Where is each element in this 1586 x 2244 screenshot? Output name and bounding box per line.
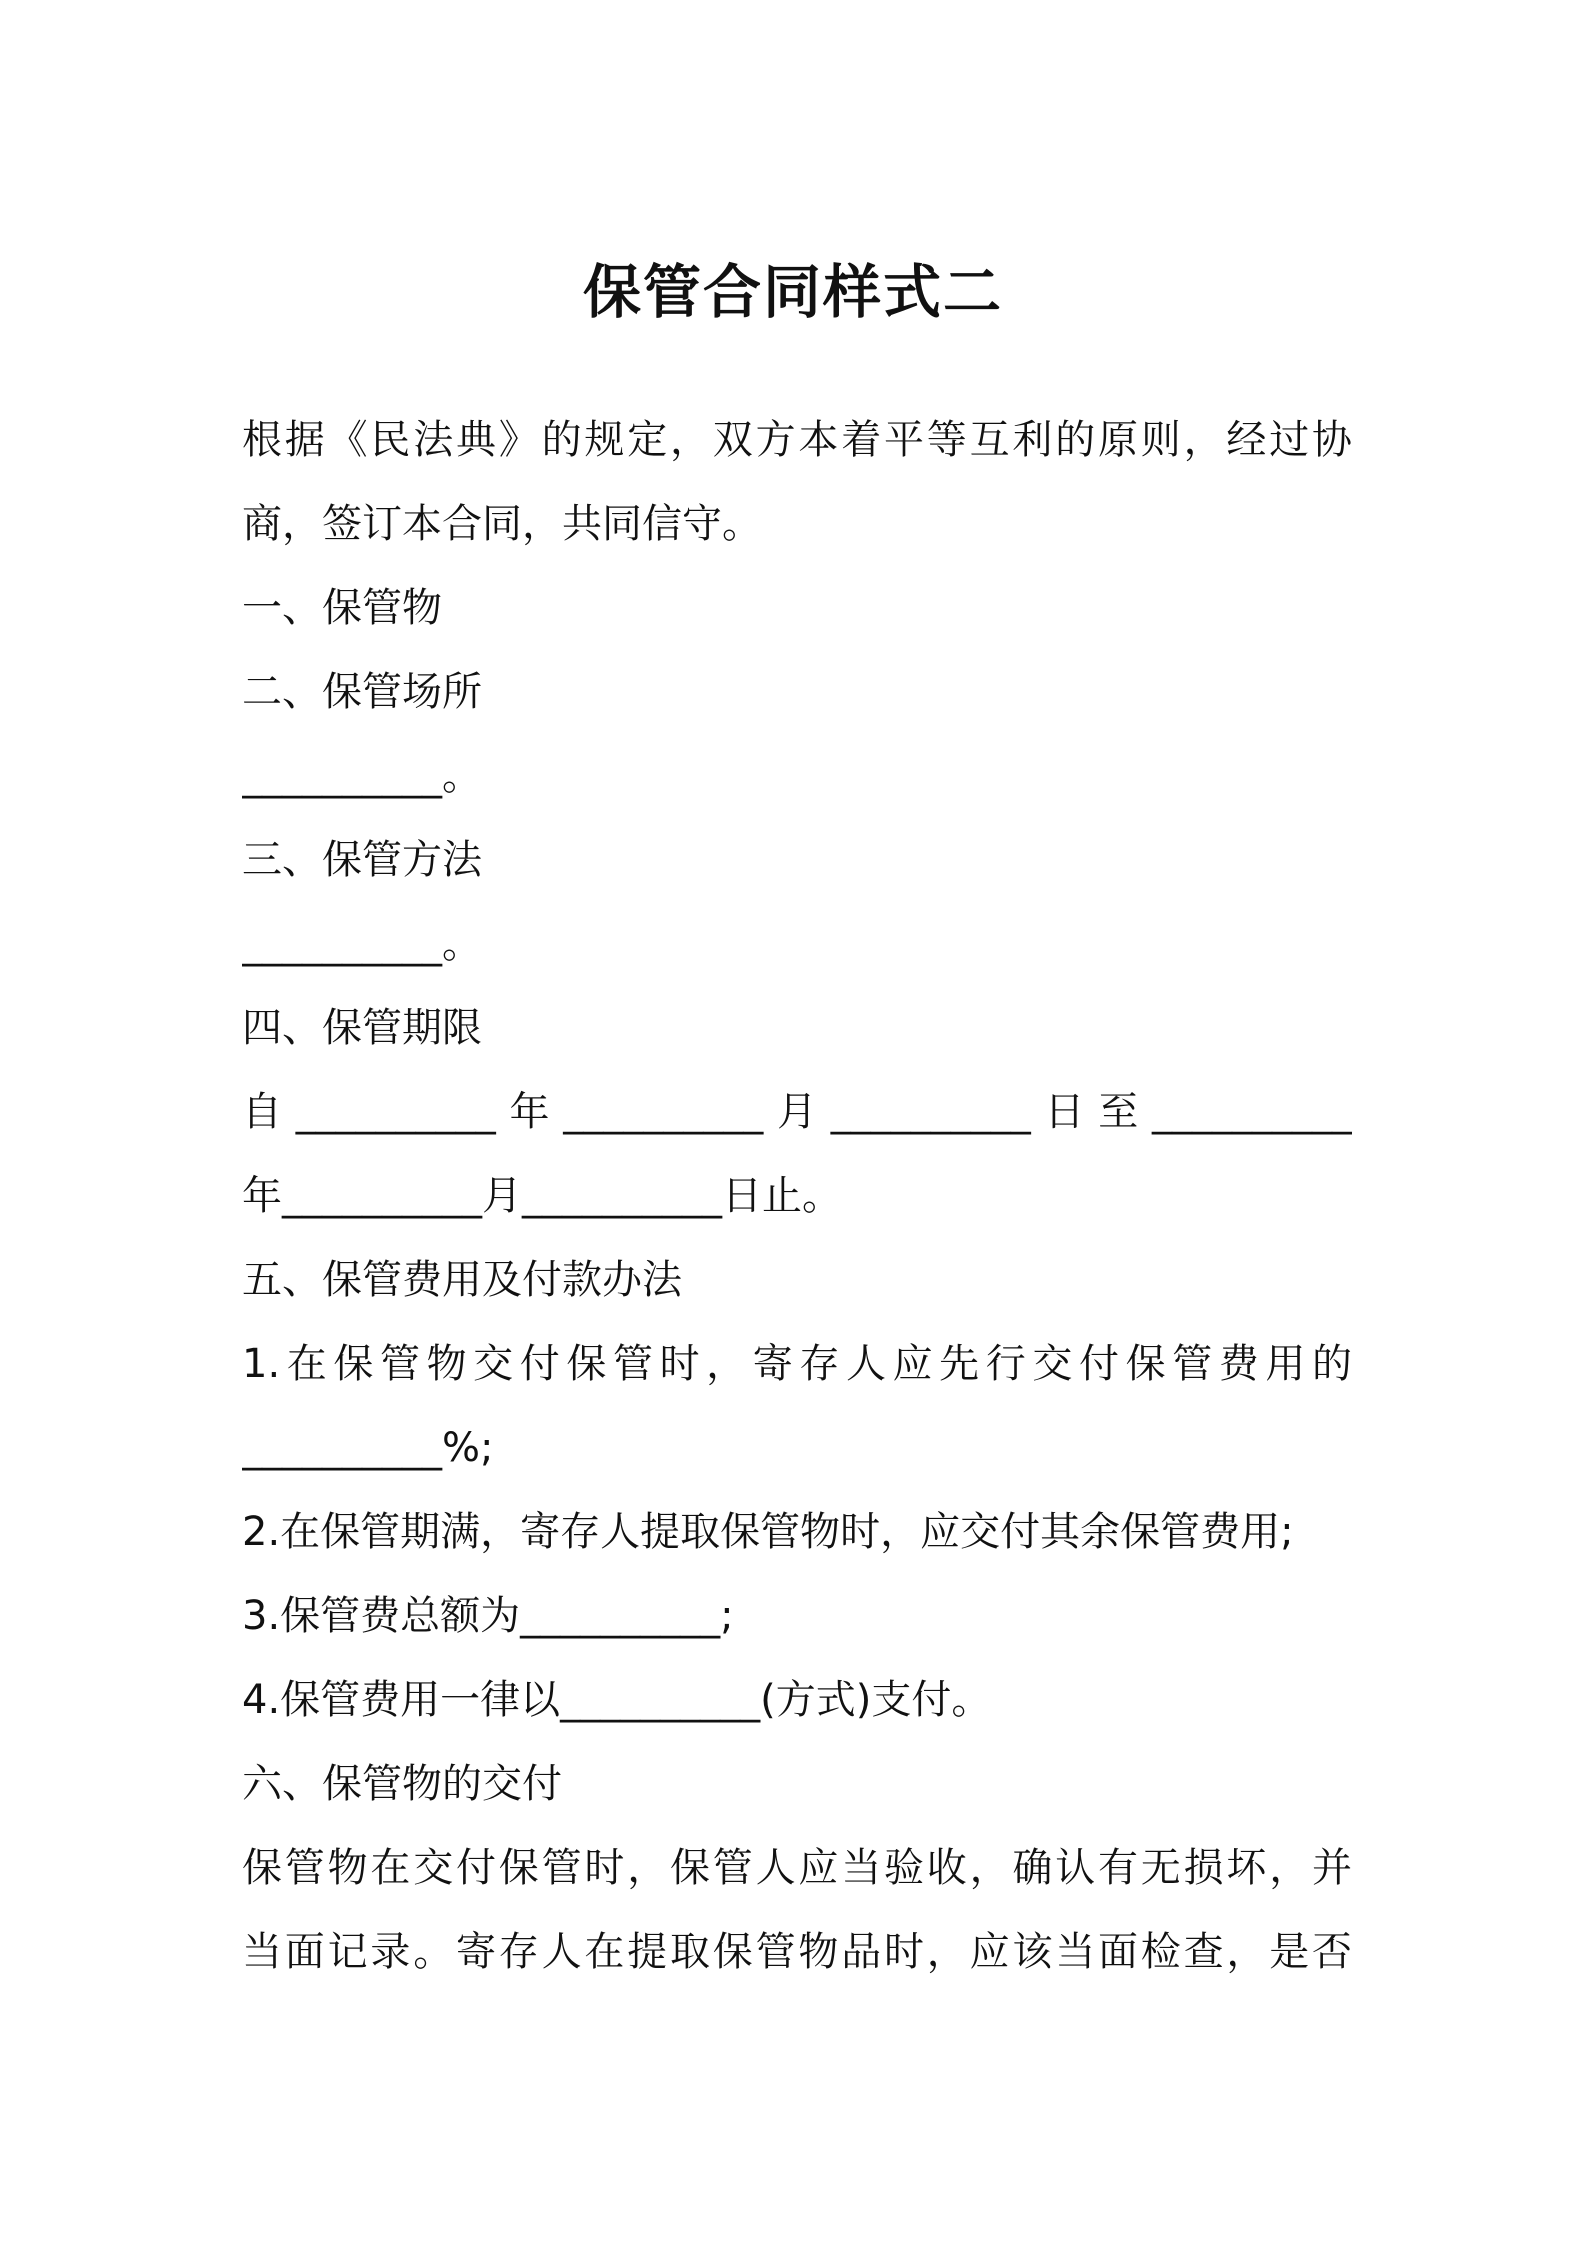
delivery-line-2: 当面记录。寄存人在提取保管物品时，应该当面检查，是否 bbox=[242, 1929, 1352, 1975]
section-heading-2: 二、保管场所 bbox=[242, 669, 482, 715]
section-heading-1: 一、保管物 bbox=[242, 585, 442, 631]
fee-item-1-line-1: 1.在保管物交付保管时，寄存人应先行交付保管费用的 bbox=[242, 1341, 1352, 1387]
intro-line-1: 根据《民法典》的规定，双方本着平等互利的原则，经过协 bbox=[242, 417, 1352, 463]
fee-item-3: 3.保管费总额为__________; bbox=[242, 1593, 734, 1639]
period-line-1: 自__________年__________月__________日至__________ bbox=[242, 1089, 1352, 1135]
fee-item-1-line-2: __________%; bbox=[242, 1425, 494, 1471]
document-body bbox=[242, 398, 1352, 1994]
period-line-2: 年__________月__________日止。 bbox=[242, 1173, 842, 1219]
delivery-line-1: 保管物在交付保管时，保管人应当验收，确认有无损坏，并 bbox=[242, 1845, 1352, 1891]
section-heading-3: 三、保管方法 bbox=[242, 837, 482, 883]
section-heading-5: 五、保管费用及付款办法 bbox=[242, 1257, 682, 1303]
section-heading-6: 六、保管物的交付 bbox=[242, 1761, 562, 1807]
storage-method-blank: __________。 bbox=[242, 921, 482, 967]
fee-item-2: 2.在保管期满，寄存人提取保管物时，应交付其余保管费用; bbox=[242, 1509, 1294, 1555]
document-title: 保管合同样式二 bbox=[582, 258, 1003, 326]
storage-place-blank: __________。 bbox=[242, 753, 482, 799]
fee-item-4: 4.保管费用一律以__________(方式)支付。 bbox=[242, 1677, 992, 1723]
intro-line-2: 商，签订本合同，共同信守。 bbox=[242, 501, 762, 547]
section-heading-4: 四、保管期限 bbox=[242, 1005, 482, 1051]
